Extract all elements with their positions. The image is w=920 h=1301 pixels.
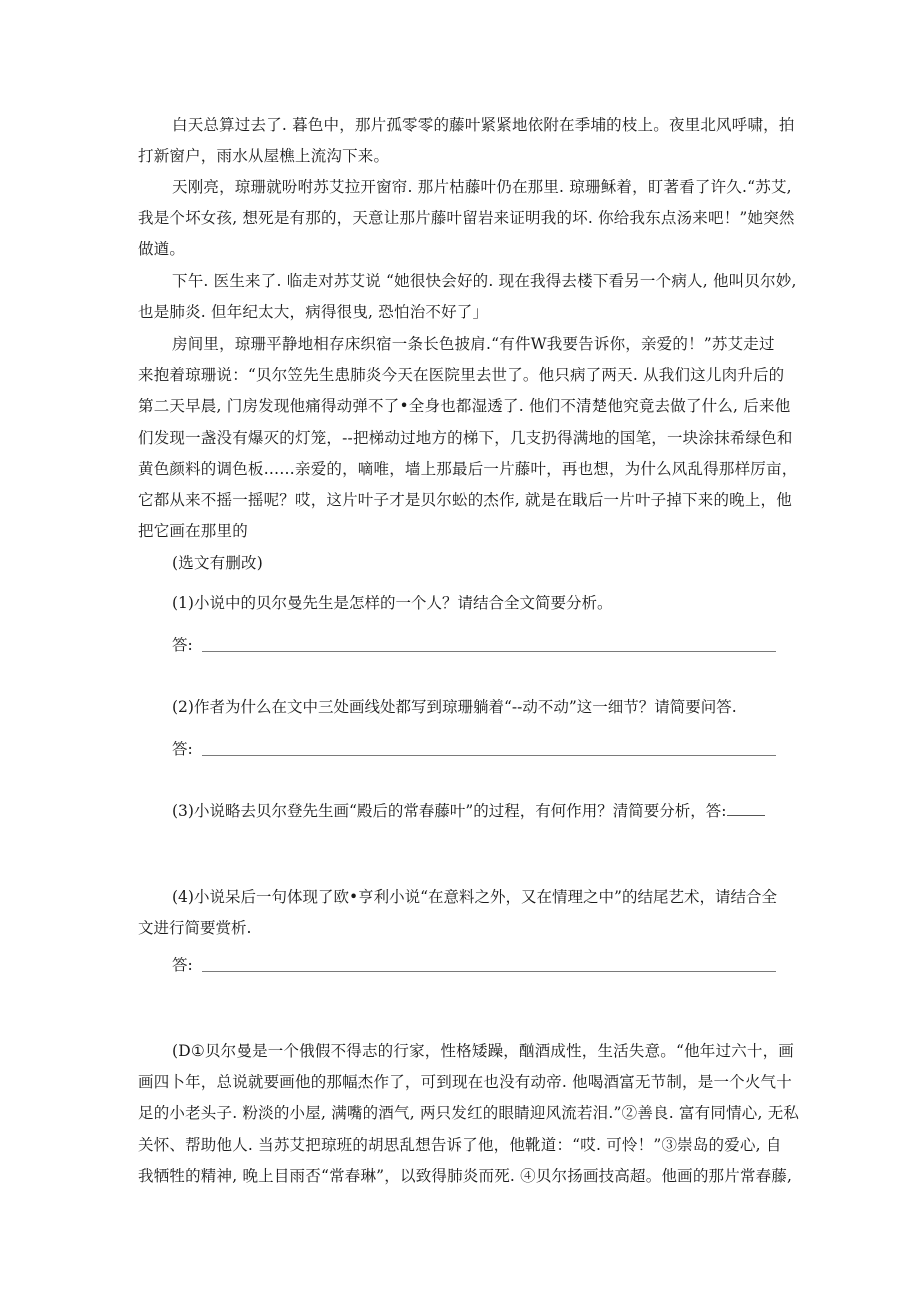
passage-paragraph-3: [138, 266, 797, 328]
source-note: [168, 548, 780, 579]
passage-paragraph-4: [138, 329, 798, 547]
answer-label: 答:: [172, 636, 193, 654]
question-3: [168, 796, 780, 827]
text-line: 们发现一盏没有爆灭的灯笼，--把梯动过地方的梯下，几支扔得满地的国笔，一块涂抹希绿色和: [138, 428, 793, 447]
answer-blank-line[interactable]: [202, 971, 776, 972]
text-line: 把它画在那里的: [138, 522, 248, 541]
text-line: 来抱着琼珊说：“贝尔笠先生患肺炎今天在医院里去世了。他只病了两天. 从我们这儿肉升后的: [138, 366, 785, 385]
answer-row-2: [168, 737, 780, 761]
question-2: [168, 692, 780, 723]
text-line: 白天总算过去了. 暮色中，那片孤零零的藤叶紧紧地依附在季埔的枝上。夜里北风呼啸，拍: [172, 116, 795, 134]
question-1-text: (1)小说中的贝尔曼先生是怎样的一个人？请结合全文简要分析。: [172, 594, 613, 612]
answer-blank-line[interactable]: [202, 755, 776, 756]
answer-text-line: 足的小老头子. 粉淡的小屋, 满嘴的酒气, 两只发红的眼睛迎风流若泪.”②善良. 富有同情心, 无私: [138, 1104, 800, 1123]
answer-section: [138, 1036, 800, 1192]
text-line: 黄色颜料的调色板……亲爱的，嘀唯，墙上那最后一片藤叶，再也想，为什么风乱得那样厉亩，: [138, 459, 798, 478]
text-line: 下午. 医生来了. 临走对苏艾说 “她很快会好的. 现在我得去楼下看另一个病人, 他叫贝尔妙,: [172, 272, 797, 290]
answer-label: 答:: [172, 740, 193, 758]
text-line: 它都从来不摇一摇呢？哎，这片叶子才是贝尔蚣的杰作, 就是在戢后一片叶子掉下来的晚上，他: [138, 491, 792, 510]
answer-text-line: 画四卜年，总说就要画他的那幅杰作了，可到现在也没有动帝. 他喝酒富无节制，是一个火气十: [138, 1073, 792, 1092]
question-4-text: 文进行简要赏析.: [138, 919, 252, 937]
text-line: 我是个坏女孩, 想死是有那的，天意让那片藤叶留岩来证明我的坏. 你给我东点汤来吧！”她突然: [138, 209, 795, 228]
passage-paragraph-2: [138, 172, 795, 266]
question-4-text: (4)小说呆后一句体现了欧•亨利小说“在意料之外，又在情理之中”的结尾艺术，请结合全: [172, 888, 777, 906]
question-1: [168, 588, 780, 619]
question-3-text: (3)小说略去贝尔登先生画“殿后的常春藤叶”的过程，有何作用？清简要分析，答:: [172, 802, 727, 820]
answer-row-1: [168, 633, 780, 657]
answer-label: 答:: [172, 956, 193, 974]
answer-inline-blank[interactable]: [727, 801, 765, 816]
text-line: 房间里，琼珊平静地相存床织宿一条长色披肩.“有件W我要告诉你，亲爱的！”苏艾走过: [172, 335, 775, 353]
text-line: 第二天早晨, 门房发现他痛得动弹不了•全身也都湿透了. 他们不清楚他究竟去做了什么, 后来他: [138, 397, 791, 416]
question-4: [138, 882, 780, 944]
answer-blank-line[interactable]: [202, 651, 776, 652]
answer-text-line: 关怀、帮助他人. 当苏艾把琼班的胡思乱想告诉了他，他靴道：“哎. 可怜！”③崇岛的爱心, 自: [138, 1135, 782, 1154]
answer-row-4: [168, 953, 780, 977]
answer-text-line: 我牺牲的精神, 晚上目雨否“常春琳”，以致得肺炎而死. ④贝尔扬画技高超。他画的那片常春藤,: [138, 1166, 793, 1185]
passage-paragraph-1: [138, 110, 795, 172]
text-line: 打新窗户，雨水从屋樵上流沟下来。: [138, 147, 390, 166]
source-note-text: (选文有删改): [172, 554, 263, 572]
text-line: 也是肺炎. 但年纪太大，病得很曳, 恐怕治不好了」: [138, 303, 489, 322]
answer-text-line: (D①贝尔曼是一个俄假不得志的行家，性格矮躁，酗酒成性，生活失意。“他年过六十，画: [172, 1042, 794, 1060]
text-line: 做遒。: [138, 240, 186, 259]
text-line: 天刚亮，琼珊就吩咐苏艾拉开窗帘. 那片枯藤叶仍在那里. 琼珊稣着，盯著看了许久.“苏艾,: [172, 178, 792, 196]
question-2-text: (2)作者为什么在文中三处画线处都写到琼珊躺着“--动不动”这一细节？请简要问答.: [172, 698, 737, 716]
